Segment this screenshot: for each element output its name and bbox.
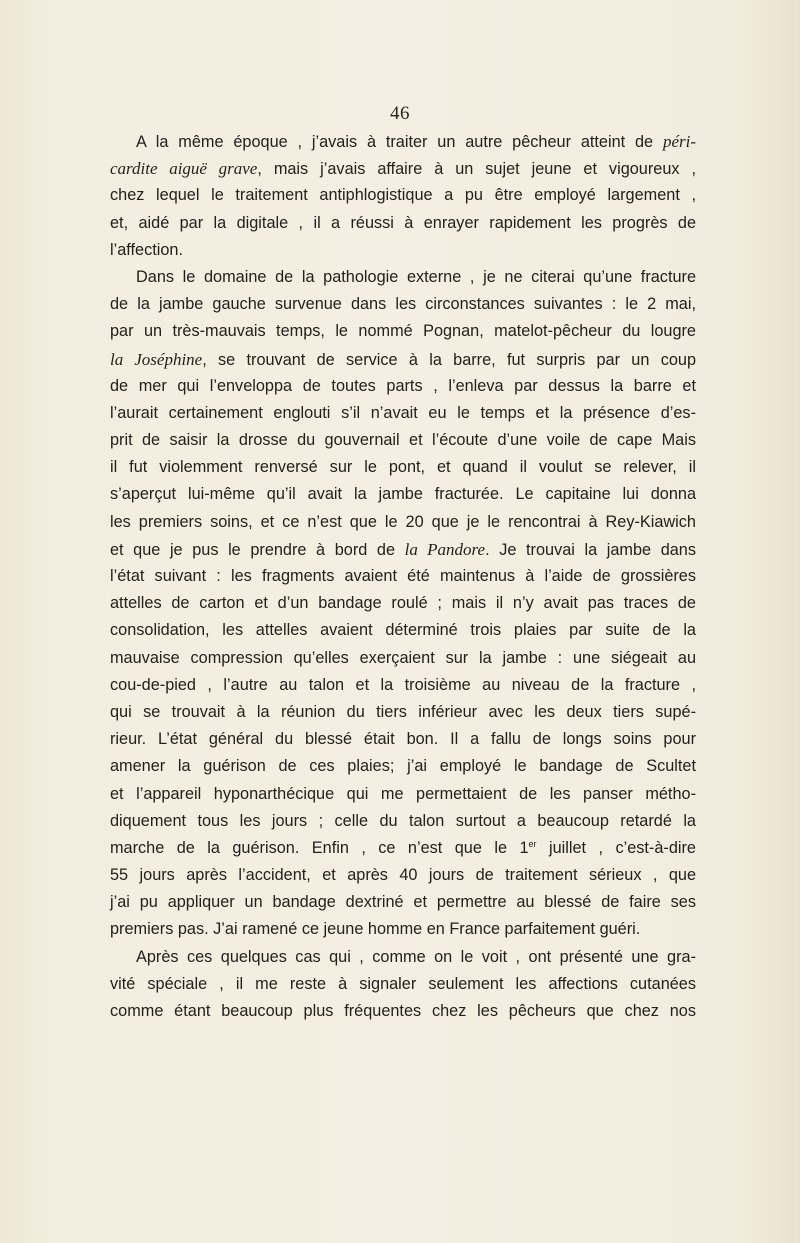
text-segment: , mais j’avais affaire à un sujet jeune et vigoureux , bbox=[257, 160, 696, 179]
text-segment: les premiers soins, et ce n’est que le 20 que je le rencontrai à Rey-Kiawich bbox=[110, 512, 696, 531]
text-line bbox=[110, 182, 696, 209]
text-line bbox=[110, 210, 696, 237]
text-line bbox=[110, 971, 696, 998]
text-segment: cou-de-pied , l’autre au talon et la troisième au niveau de la fracture , bbox=[110, 675, 696, 694]
text-segment: . Je trouvai la jambe dans bbox=[485, 540, 697, 559]
text-line bbox=[110, 563, 696, 590]
text-segment: par un très-mauvais temps, le nommé Pognan, matelot-pêcheur du lougre bbox=[110, 322, 696, 341]
text-line bbox=[110, 808, 696, 835]
text-line bbox=[110, 481, 696, 508]
text-line bbox=[110, 264, 696, 291]
text-segment: rieur. L’état général du blessé était bon. Il a fallu de longs soins pour bbox=[110, 730, 696, 749]
text-segment: l’affection. bbox=[110, 240, 184, 259]
text-segment: prit de saisir la drosse du gouvernail et l’écoute d’une voile de cape Mais bbox=[110, 431, 696, 450]
text-segment: de la jambe gauche survenue dans les circonstances suivantes : le 2 mai, bbox=[110, 295, 696, 314]
italic-text: la Joséphine bbox=[110, 349, 203, 369]
text-segment: qui se trouvait à la réunion du tiers inférieur avec les deux tiers supé- bbox=[110, 702, 696, 721]
text-line bbox=[110, 590, 696, 617]
text-segment: A la même époque , j’avais à traiter un autre pêcheur atteint de bbox=[136, 133, 663, 151]
italic-text: cardite aiguë grave bbox=[110, 159, 258, 179]
text-line bbox=[110, 400, 696, 427]
text-line bbox=[110, 318, 696, 345]
text-segment: diquement tous les jours ; celle du talon surtout a beaucoup retardé la bbox=[110, 811, 696, 830]
text-line bbox=[110, 862, 696, 889]
superscript: er bbox=[528, 838, 537, 849]
text-line bbox=[110, 889, 696, 916]
text-segment: et que je pus le prendre à bord de bbox=[110, 540, 405, 559]
text-segment: et l’appareil hyponarthécique qui me permettaient de les panser métho- bbox=[110, 784, 696, 803]
text-segment: Dans le domaine de la pathologie externe , je ne citerai qu’une fracture bbox=[136, 267, 696, 286]
text-segment: mauvaise compression qu’elles exerçaient sur la jambe : une siégeait au bbox=[110, 648, 696, 667]
text-line bbox=[110, 672, 696, 699]
text-segment: Après ces quelques cas qui , comme on le voit , ont présenté une gra- bbox=[136, 947, 696, 966]
text-segment: chez lequel le traitement antiphlogistique a pu être employé largement , bbox=[110, 186, 696, 205]
text-line bbox=[110, 944, 696, 971]
text-line bbox=[110, 509, 696, 536]
text-segment: l’aurait certainement englouti s’il n’avait eu le temps et la présence d’es- bbox=[110, 403, 696, 422]
text-line bbox=[110, 346, 696, 373]
text-line bbox=[110, 645, 696, 672]
body-text bbox=[110, 128, 696, 1025]
text-line bbox=[110, 835, 696, 862]
text-line bbox=[110, 237, 696, 264]
text-segment: 55 jours après l’accident, et après 40 jours de traitement sérieux , que bbox=[110, 866, 696, 885]
text-line bbox=[110, 617, 696, 644]
text-line bbox=[110, 916, 696, 943]
text-line bbox=[110, 373, 696, 400]
text-segment: il fut violemment renversé sur le pont, et quand il voulut se relever, il bbox=[110, 458, 696, 477]
text-segment: j’ai pu appliquer un bandage dextriné et permettre au blessé de faire ses bbox=[110, 893, 696, 912]
text-segment: premiers pas. J’ai ramené ce jeune homme en France parfaitement guéri. bbox=[110, 920, 641, 939]
text-segment: consolidation, les attelles avaient déterminé trois plaies par suite de la bbox=[110, 621, 696, 640]
text-line bbox=[110, 726, 696, 753]
text-segment: et, aidé par la digitale , il a réussi à enrayer rapidement les progrès de bbox=[110, 213, 696, 232]
text-segment: , se trouvant de service à la barre, fut surpris par un coup bbox=[202, 350, 697, 369]
italic-text: péri- bbox=[662, 132, 696, 151]
text-line bbox=[110, 753, 696, 780]
text-line bbox=[110, 781, 696, 808]
page-number: 46 bbox=[390, 103, 410, 124]
italic-text: la Pandore bbox=[404, 539, 486, 559]
text-segment: vité spéciale , il me reste à signaler seulement les affections cutanées bbox=[110, 974, 696, 993]
text-line bbox=[110, 454, 696, 481]
text-line bbox=[110, 128, 696, 155]
text-line bbox=[110, 427, 696, 454]
text-line bbox=[110, 155, 696, 182]
text-segment: attelles de carton et d’un bandage roulé ; mais il n’y avait pas traces de bbox=[110, 594, 696, 613]
text-segment: l’état suivant : les fragments avaient été maintenus à l’aide de grossières bbox=[110, 567, 696, 585]
text-line bbox=[110, 699, 696, 726]
text-segment: marche de la guérison. Enfin , ce n’est que le 1 bbox=[110, 838, 529, 857]
text-line bbox=[110, 536, 696, 563]
text-line bbox=[110, 998, 696, 1025]
text-segment: s’aperçut lui-même qu’il avait la jambe fracturée. Le capitaine lui donna bbox=[110, 485, 696, 504]
text-segment: de mer qui l’enveloppa de toutes parts , l’enleva par dessus la barre et bbox=[110, 376, 696, 395]
text-segment: juillet , c’est-à-dire bbox=[536, 838, 696, 857]
text-segment: comme étant beaucoup plus fréquentes chez les pêcheurs que chez nos bbox=[110, 1002, 696, 1020]
text-line bbox=[110, 291, 696, 318]
text-segment: amener la guérison de ces plaies; j’ai employé le bandage de Scultet bbox=[110, 757, 696, 776]
